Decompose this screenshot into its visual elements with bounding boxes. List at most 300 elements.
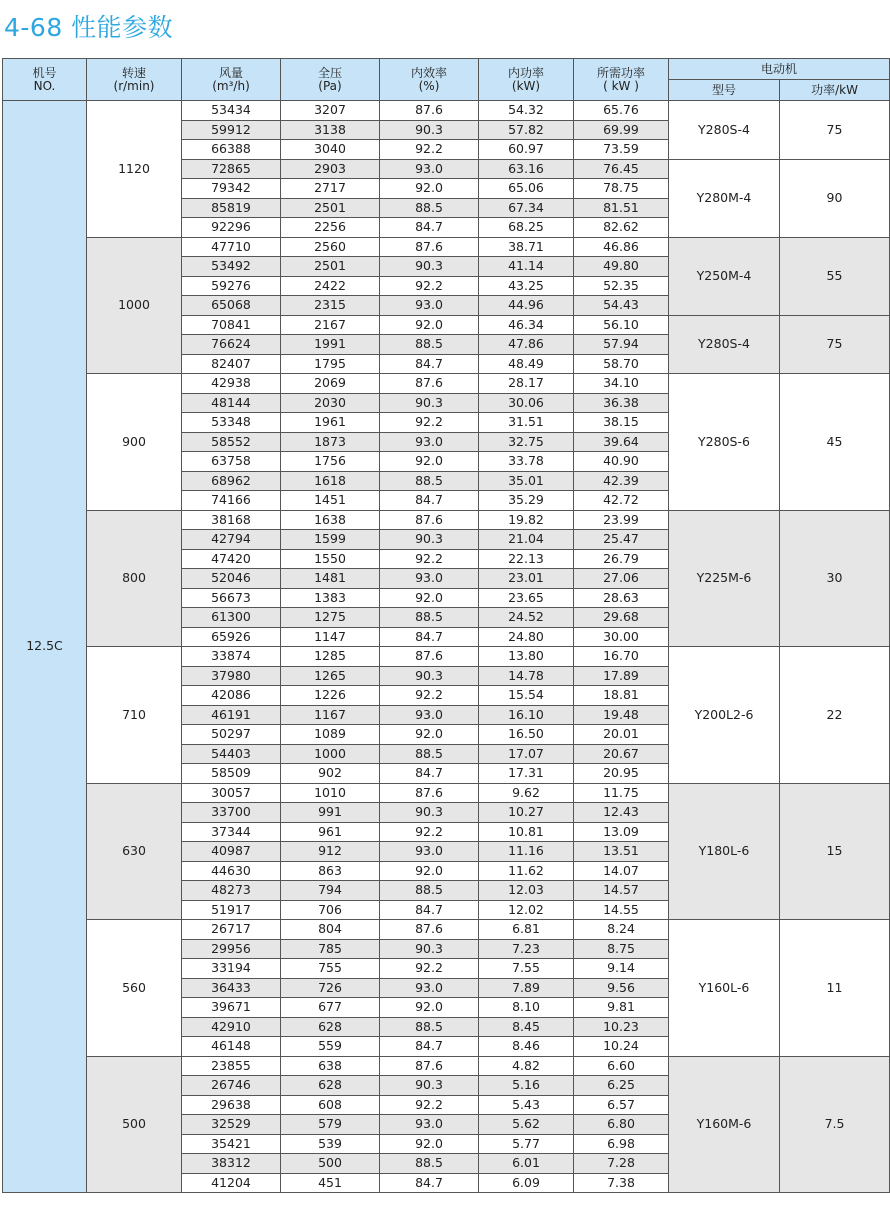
required-power-cell: 82.62 bbox=[574, 218, 669, 238]
flow-cell: 46191 bbox=[182, 705, 281, 725]
pressure-cell: 500 bbox=[281, 1154, 380, 1174]
pressure-cell: 1010 bbox=[281, 783, 380, 803]
efficiency-cell: 92.0 bbox=[380, 1134, 479, 1154]
efficiency-cell: 90.3 bbox=[380, 666, 479, 686]
required-power-cell: 11.75 bbox=[574, 783, 669, 803]
required-power-cell: 42.39 bbox=[574, 471, 669, 491]
internal-power-cell: 12.03 bbox=[479, 881, 574, 901]
internal-power-cell: 7.55 bbox=[479, 959, 574, 979]
required-power-cell: 10.24 bbox=[574, 1037, 669, 1057]
internal-power-cell: 24.52 bbox=[479, 608, 574, 628]
speed-cell: 800 bbox=[87, 510, 182, 647]
pressure-cell: 1599 bbox=[281, 530, 380, 550]
motor-model-cell: Y160M-6 bbox=[669, 1056, 780, 1193]
internal-power-cell: 17.07 bbox=[479, 744, 574, 764]
flow-cell: 33700 bbox=[182, 803, 281, 823]
flow-cell: 58552 bbox=[182, 432, 281, 452]
required-power-cell: 57.94 bbox=[574, 335, 669, 355]
required-power-cell: 46.86 bbox=[574, 237, 669, 257]
efficiency-cell: 93.0 bbox=[380, 159, 479, 179]
required-power-cell: 8.24 bbox=[574, 920, 669, 940]
pressure-cell: 1873 bbox=[281, 432, 380, 452]
pressure-cell: 2717 bbox=[281, 179, 380, 199]
flow-cell: 30057 bbox=[182, 783, 281, 803]
internal-power-cell: 33.78 bbox=[479, 452, 574, 472]
required-power-cell: 10.23 bbox=[574, 1017, 669, 1037]
motor-power-cell: 55 bbox=[780, 237, 890, 315]
pressure-cell: 579 bbox=[281, 1115, 380, 1135]
internal-power-cell: 65.06 bbox=[479, 179, 574, 199]
internal-power-cell: 60.97 bbox=[479, 140, 574, 160]
required-power-cell: 27.06 bbox=[574, 569, 669, 589]
efficiency-cell: 93.0 bbox=[380, 432, 479, 452]
internal-power-cell: 6.09 bbox=[479, 1173, 574, 1193]
table-row bbox=[3, 783, 890, 803]
internal-power-cell: 54.32 bbox=[479, 101, 574, 121]
pressure-cell: 3040 bbox=[281, 140, 380, 160]
pressure-cell: 1285 bbox=[281, 647, 380, 667]
required-power-cell: 23.99 bbox=[574, 510, 669, 530]
motor-power-cell: 15 bbox=[780, 783, 890, 920]
internal-power-cell: 22.13 bbox=[479, 549, 574, 569]
internal-power-cell: 23.65 bbox=[479, 588, 574, 608]
internal-power-cell: 10.81 bbox=[479, 822, 574, 842]
pressure-cell: 1167 bbox=[281, 705, 380, 725]
internal-power-cell: 47.86 bbox=[479, 335, 574, 355]
internal-power-cell: 11.16 bbox=[479, 842, 574, 862]
motor-model-cell: Y160L-6 bbox=[669, 920, 780, 1057]
flow-cell: 42794 bbox=[182, 530, 281, 550]
required-power-cell: 7.38 bbox=[574, 1173, 669, 1193]
machine-no-cell: 12.5C bbox=[3, 101, 87, 1193]
efficiency-cell: 84.7 bbox=[380, 627, 479, 647]
pressure-cell: 2069 bbox=[281, 374, 380, 394]
internal-power-cell: 9.62 bbox=[479, 783, 574, 803]
pressure-cell: 2422 bbox=[281, 276, 380, 296]
efficiency-cell: 84.7 bbox=[380, 900, 479, 920]
flow-cell: 46148 bbox=[182, 1037, 281, 1057]
efficiency-cell: 88.5 bbox=[380, 335, 479, 355]
pressure-cell: 755 bbox=[281, 959, 380, 979]
internal-power-cell: 10.27 bbox=[479, 803, 574, 823]
flow-cell: 70841 bbox=[182, 315, 281, 335]
pressure-cell: 1991 bbox=[281, 335, 380, 355]
flow-cell: 68962 bbox=[182, 471, 281, 491]
efficiency-cell: 88.5 bbox=[380, 881, 479, 901]
pressure-cell: 2315 bbox=[281, 296, 380, 316]
efficiency-cell: 87.6 bbox=[380, 510, 479, 530]
efficiency-cell: 90.3 bbox=[380, 803, 479, 823]
required-power-cell: 8.75 bbox=[574, 939, 669, 959]
header-pressure: 全压 (Pa) bbox=[281, 59, 380, 101]
motor-model-cell: Y280S-4 bbox=[669, 101, 780, 160]
required-power-cell: 38.15 bbox=[574, 413, 669, 433]
flow-cell: 53492 bbox=[182, 257, 281, 277]
efficiency-cell: 87.6 bbox=[380, 101, 479, 121]
pressure-cell: 2560 bbox=[281, 237, 380, 257]
pressure-cell: 961 bbox=[281, 822, 380, 842]
flow-cell: 48144 bbox=[182, 393, 281, 413]
header-internal-power: 内功率 (kW) bbox=[479, 59, 574, 101]
pressure-cell: 3207 bbox=[281, 101, 380, 121]
required-power-cell: 39.64 bbox=[574, 432, 669, 452]
pressure-cell: 902 bbox=[281, 764, 380, 784]
efficiency-cell: 93.0 bbox=[380, 842, 479, 862]
flow-cell: 41204 bbox=[182, 1173, 281, 1193]
efficiency-cell: 92.2 bbox=[380, 549, 479, 569]
flow-cell: 47420 bbox=[182, 549, 281, 569]
performance-table bbox=[2, 58, 890, 1193]
header-speed: 转速 (r/min) bbox=[87, 59, 182, 101]
flow-cell: 48273 bbox=[182, 881, 281, 901]
required-power-cell: 6.80 bbox=[574, 1115, 669, 1135]
pressure-cell: 785 bbox=[281, 939, 380, 959]
internal-power-cell: 41.14 bbox=[479, 257, 574, 277]
header-required-power: 所需功率 ( kW ) bbox=[574, 59, 669, 101]
internal-power-cell: 6.01 bbox=[479, 1154, 574, 1174]
pressure-cell: 451 bbox=[281, 1173, 380, 1193]
pressure-cell: 2903 bbox=[281, 159, 380, 179]
header-motor-model: 型号 bbox=[669, 80, 780, 101]
flow-cell: 26746 bbox=[182, 1076, 281, 1096]
internal-power-cell: 13.80 bbox=[479, 647, 574, 667]
required-power-cell: 20.95 bbox=[574, 764, 669, 784]
table-row bbox=[3, 647, 890, 667]
required-power-cell: 9.81 bbox=[574, 998, 669, 1018]
internal-power-cell: 7.89 bbox=[479, 978, 574, 998]
required-power-cell: 14.55 bbox=[574, 900, 669, 920]
efficiency-cell: 92.2 bbox=[380, 822, 479, 842]
motor-model-cell: Y200L2-6 bbox=[669, 647, 780, 784]
internal-power-cell: 30.06 bbox=[479, 393, 574, 413]
motor-power-cell: 45 bbox=[780, 374, 890, 511]
required-power-cell: 6.98 bbox=[574, 1134, 669, 1154]
efficiency-cell: 88.5 bbox=[380, 1017, 479, 1037]
table-row bbox=[3, 920, 890, 940]
required-power-cell: 20.01 bbox=[574, 725, 669, 745]
internal-power-cell: 5.16 bbox=[479, 1076, 574, 1096]
internal-power-cell: 17.31 bbox=[479, 764, 574, 784]
flow-cell: 33194 bbox=[182, 959, 281, 979]
efficiency-cell: 87.6 bbox=[380, 783, 479, 803]
required-power-cell: 6.57 bbox=[574, 1095, 669, 1115]
flow-cell: 58509 bbox=[182, 764, 281, 784]
required-power-cell: 28.63 bbox=[574, 588, 669, 608]
efficiency-cell: 84.7 bbox=[380, 491, 479, 511]
required-power-cell: 52.35 bbox=[574, 276, 669, 296]
efficiency-cell: 92.0 bbox=[380, 315, 479, 335]
flow-cell: 38312 bbox=[182, 1154, 281, 1174]
pressure-cell: 1275 bbox=[281, 608, 380, 628]
required-power-cell: 17.89 bbox=[574, 666, 669, 686]
pressure-cell: 2030 bbox=[281, 393, 380, 413]
efficiency-cell: 92.0 bbox=[380, 725, 479, 745]
required-power-cell: 13.09 bbox=[574, 822, 669, 842]
efficiency-cell: 88.5 bbox=[380, 471, 479, 491]
flow-cell: 82407 bbox=[182, 354, 281, 374]
flow-cell: 47710 bbox=[182, 237, 281, 257]
internal-power-cell: 28.17 bbox=[479, 374, 574, 394]
flow-cell: 76624 bbox=[182, 335, 281, 355]
flow-cell: 59276 bbox=[182, 276, 281, 296]
pressure-cell: 1638 bbox=[281, 510, 380, 530]
flow-cell: 33874 bbox=[182, 647, 281, 667]
pressure-cell: 1000 bbox=[281, 744, 380, 764]
internal-power-cell: 19.82 bbox=[479, 510, 574, 530]
flow-cell: 61300 bbox=[182, 608, 281, 628]
pressure-cell: 912 bbox=[281, 842, 380, 862]
internal-power-cell: 68.25 bbox=[479, 218, 574, 238]
motor-power-cell: 75 bbox=[780, 315, 890, 374]
efficiency-cell: 93.0 bbox=[380, 978, 479, 998]
pressure-cell: 2256 bbox=[281, 218, 380, 238]
efficiency-cell: 90.3 bbox=[380, 257, 479, 277]
pressure-cell: 2501 bbox=[281, 257, 380, 277]
required-power-cell: 7.28 bbox=[574, 1154, 669, 1174]
flow-cell: 54403 bbox=[182, 744, 281, 764]
speed-cell: 900 bbox=[87, 374, 182, 511]
internal-power-cell: 32.75 bbox=[479, 432, 574, 452]
required-power-cell: 9.14 bbox=[574, 959, 669, 979]
speed-cell: 1000 bbox=[87, 237, 182, 374]
efficiency-cell: 84.7 bbox=[380, 1037, 479, 1057]
flow-cell: 40987 bbox=[182, 842, 281, 862]
efficiency-cell: 87.6 bbox=[380, 647, 479, 667]
required-power-cell: 73.59 bbox=[574, 140, 669, 160]
required-power-cell: 6.60 bbox=[574, 1056, 669, 1076]
header-motor-power: 功率/kW bbox=[780, 80, 890, 101]
flow-cell: 65068 bbox=[182, 296, 281, 316]
efficiency-cell: 87.6 bbox=[380, 920, 479, 940]
header-efficiency: 内效率 (%) bbox=[380, 59, 479, 101]
efficiency-cell: 92.2 bbox=[380, 413, 479, 433]
required-power-cell: 16.70 bbox=[574, 647, 669, 667]
required-power-cell: 49.80 bbox=[574, 257, 669, 277]
flow-cell: 38168 bbox=[182, 510, 281, 530]
efficiency-cell: 90.3 bbox=[380, 939, 479, 959]
pressure-cell: 1451 bbox=[281, 491, 380, 511]
internal-power-cell: 21.04 bbox=[479, 530, 574, 550]
table-row bbox=[3, 510, 890, 530]
flow-cell: 42938 bbox=[182, 374, 281, 394]
internal-power-cell: 16.50 bbox=[479, 725, 574, 745]
pressure-cell: 677 bbox=[281, 998, 380, 1018]
efficiency-cell: 87.6 bbox=[380, 237, 479, 257]
pressure-cell: 1383 bbox=[281, 588, 380, 608]
required-power-cell: 29.68 bbox=[574, 608, 669, 628]
internal-power-cell: 48.49 bbox=[479, 354, 574, 374]
internal-power-cell: 43.25 bbox=[479, 276, 574, 296]
pressure-cell: 726 bbox=[281, 978, 380, 998]
pressure-cell: 1481 bbox=[281, 569, 380, 589]
motor-power-cell: 7.5 bbox=[780, 1056, 890, 1193]
required-power-cell: 36.38 bbox=[574, 393, 669, 413]
internal-power-cell: 23.01 bbox=[479, 569, 574, 589]
required-power-cell: 42.72 bbox=[574, 491, 669, 511]
efficiency-cell: 92.0 bbox=[380, 179, 479, 199]
speed-cell: 560 bbox=[87, 920, 182, 1057]
required-power-cell: 76.45 bbox=[574, 159, 669, 179]
required-power-cell: 12.43 bbox=[574, 803, 669, 823]
internal-power-cell: 5.77 bbox=[479, 1134, 574, 1154]
internal-power-cell: 63.16 bbox=[479, 159, 574, 179]
internal-power-cell: 67.34 bbox=[479, 198, 574, 218]
pressure-cell: 804 bbox=[281, 920, 380, 940]
required-power-cell: 69.99 bbox=[574, 120, 669, 140]
motor-model-cell: Y250M-4 bbox=[669, 237, 780, 315]
flow-cell: 51917 bbox=[182, 900, 281, 920]
required-power-cell: 56.10 bbox=[574, 315, 669, 335]
internal-power-cell: 4.82 bbox=[479, 1056, 574, 1076]
efficiency-cell: 92.0 bbox=[380, 452, 479, 472]
efficiency-cell: 90.3 bbox=[380, 393, 479, 413]
efficiency-cell: 84.7 bbox=[380, 218, 479, 238]
pressure-cell: 608 bbox=[281, 1095, 380, 1115]
internal-power-cell: 35.01 bbox=[479, 471, 574, 491]
table-body bbox=[3, 101, 890, 1193]
pressure-cell: 1089 bbox=[281, 725, 380, 745]
efficiency-cell: 90.3 bbox=[380, 530, 479, 550]
flow-cell: 26717 bbox=[182, 920, 281, 940]
efficiency-cell: 92.2 bbox=[380, 686, 479, 706]
pressure-cell: 539 bbox=[281, 1134, 380, 1154]
internal-power-cell: 5.43 bbox=[479, 1095, 574, 1115]
efficiency-cell: 93.0 bbox=[380, 1115, 479, 1135]
internal-power-cell: 57.82 bbox=[479, 120, 574, 140]
efficiency-cell: 88.5 bbox=[380, 198, 479, 218]
required-power-cell: 6.25 bbox=[574, 1076, 669, 1096]
internal-power-cell: 6.81 bbox=[479, 920, 574, 940]
table-row bbox=[3, 1056, 890, 1076]
motor-model-cell: Y180L-6 bbox=[669, 783, 780, 920]
internal-power-cell: 7.23 bbox=[479, 939, 574, 959]
flow-cell: 72865 bbox=[182, 159, 281, 179]
required-power-cell: 58.70 bbox=[574, 354, 669, 374]
required-power-cell: 30.00 bbox=[574, 627, 669, 647]
required-power-cell: 54.43 bbox=[574, 296, 669, 316]
pressure-cell: 1226 bbox=[281, 686, 380, 706]
motor-model-cell: Y225M-6 bbox=[669, 510, 780, 647]
pressure-cell: 1618 bbox=[281, 471, 380, 491]
efficiency-cell: 88.5 bbox=[380, 1154, 479, 1174]
required-power-cell: 20.67 bbox=[574, 744, 669, 764]
pressure-cell: 2501 bbox=[281, 198, 380, 218]
pressure-cell: 1265 bbox=[281, 666, 380, 686]
header-machine-no: 机号 NO. bbox=[3, 59, 87, 101]
internal-power-cell: 14.78 bbox=[479, 666, 574, 686]
efficiency-cell: 88.5 bbox=[380, 744, 479, 764]
internal-power-cell: 11.62 bbox=[479, 861, 574, 881]
pressure-cell: 628 bbox=[281, 1076, 380, 1096]
pressure-cell: 1550 bbox=[281, 549, 380, 569]
motor-model-cell: Y280S-4 bbox=[669, 315, 780, 374]
internal-power-cell: 8.10 bbox=[479, 998, 574, 1018]
internal-power-cell: 38.71 bbox=[479, 237, 574, 257]
required-power-cell: 26.79 bbox=[574, 549, 669, 569]
efficiency-cell: 84.7 bbox=[380, 354, 479, 374]
pressure-cell: 559 bbox=[281, 1037, 380, 1057]
flow-cell: 35421 bbox=[182, 1134, 281, 1154]
efficiency-cell: 84.7 bbox=[380, 764, 479, 784]
flow-cell: 85819 bbox=[182, 198, 281, 218]
flow-cell: 53348 bbox=[182, 413, 281, 433]
motor-power-cell: 22 bbox=[780, 647, 890, 784]
flow-cell: 92296 bbox=[182, 218, 281, 238]
internal-power-cell: 44.96 bbox=[479, 296, 574, 316]
speed-cell: 630 bbox=[87, 783, 182, 920]
header-motor: 电动机 bbox=[669, 59, 890, 80]
required-power-cell: 81.51 bbox=[574, 198, 669, 218]
efficiency-cell: 87.6 bbox=[380, 374, 479, 394]
flow-cell: 59912 bbox=[182, 120, 281, 140]
header-flow: 风量 (m³/h) bbox=[182, 59, 281, 101]
flow-cell: 44630 bbox=[182, 861, 281, 881]
efficiency-cell: 92.0 bbox=[380, 588, 479, 608]
speed-cell: 710 bbox=[87, 647, 182, 784]
flow-cell: 32529 bbox=[182, 1115, 281, 1135]
efficiency-cell: 87.6 bbox=[380, 1056, 479, 1076]
pressure-cell: 794 bbox=[281, 881, 380, 901]
flow-cell: 36433 bbox=[182, 978, 281, 998]
flow-cell: 42086 bbox=[182, 686, 281, 706]
page-title: 4-68 性能参数 bbox=[4, 13, 174, 42]
pressure-cell: 3138 bbox=[281, 120, 380, 140]
efficiency-cell: 92.0 bbox=[380, 861, 479, 881]
flow-cell: 42910 bbox=[182, 1017, 281, 1037]
pressure-cell: 1147 bbox=[281, 627, 380, 647]
motor-model-cell: Y280S-6 bbox=[669, 374, 780, 511]
internal-power-cell: 5.62 bbox=[479, 1115, 574, 1135]
internal-power-cell: 15.54 bbox=[479, 686, 574, 706]
efficiency-cell: 93.0 bbox=[380, 296, 479, 316]
efficiency-cell: 84.7 bbox=[380, 1173, 479, 1193]
table-row bbox=[3, 237, 890, 257]
flow-cell: 53434 bbox=[182, 101, 281, 121]
efficiency-cell: 90.3 bbox=[380, 1076, 479, 1096]
pressure-cell: 1795 bbox=[281, 354, 380, 374]
flow-cell: 23855 bbox=[182, 1056, 281, 1076]
required-power-cell: 13.51 bbox=[574, 842, 669, 862]
pressure-cell: 863 bbox=[281, 861, 380, 881]
flow-cell: 63758 bbox=[182, 452, 281, 472]
flow-cell: 50297 bbox=[182, 725, 281, 745]
motor-power-cell: 30 bbox=[780, 510, 890, 647]
internal-power-cell: 8.46 bbox=[479, 1037, 574, 1057]
flow-cell: 29956 bbox=[182, 939, 281, 959]
efficiency-cell: 93.0 bbox=[380, 569, 479, 589]
required-power-cell: 14.57 bbox=[574, 881, 669, 901]
required-power-cell: 19.48 bbox=[574, 705, 669, 725]
internal-power-cell: 12.02 bbox=[479, 900, 574, 920]
flow-cell: 52046 bbox=[182, 569, 281, 589]
speed-cell: 500 bbox=[87, 1056, 182, 1193]
efficiency-cell: 92.0 bbox=[380, 998, 479, 1018]
required-power-cell: 65.76 bbox=[574, 101, 669, 121]
flow-cell: 39671 bbox=[182, 998, 281, 1018]
efficiency-cell: 92.2 bbox=[380, 140, 479, 160]
motor-power-cell: 11 bbox=[780, 920, 890, 1057]
flow-cell: 37344 bbox=[182, 822, 281, 842]
internal-power-cell: 31.51 bbox=[479, 413, 574, 433]
required-power-cell: 18.81 bbox=[574, 686, 669, 706]
flow-cell: 66388 bbox=[182, 140, 281, 160]
flow-cell: 56673 bbox=[182, 588, 281, 608]
flow-cell: 29638 bbox=[182, 1095, 281, 1115]
pressure-cell: 991 bbox=[281, 803, 380, 823]
required-power-cell: 25.47 bbox=[574, 530, 669, 550]
pressure-cell: 638 bbox=[281, 1056, 380, 1076]
internal-power-cell: 35.29 bbox=[479, 491, 574, 511]
